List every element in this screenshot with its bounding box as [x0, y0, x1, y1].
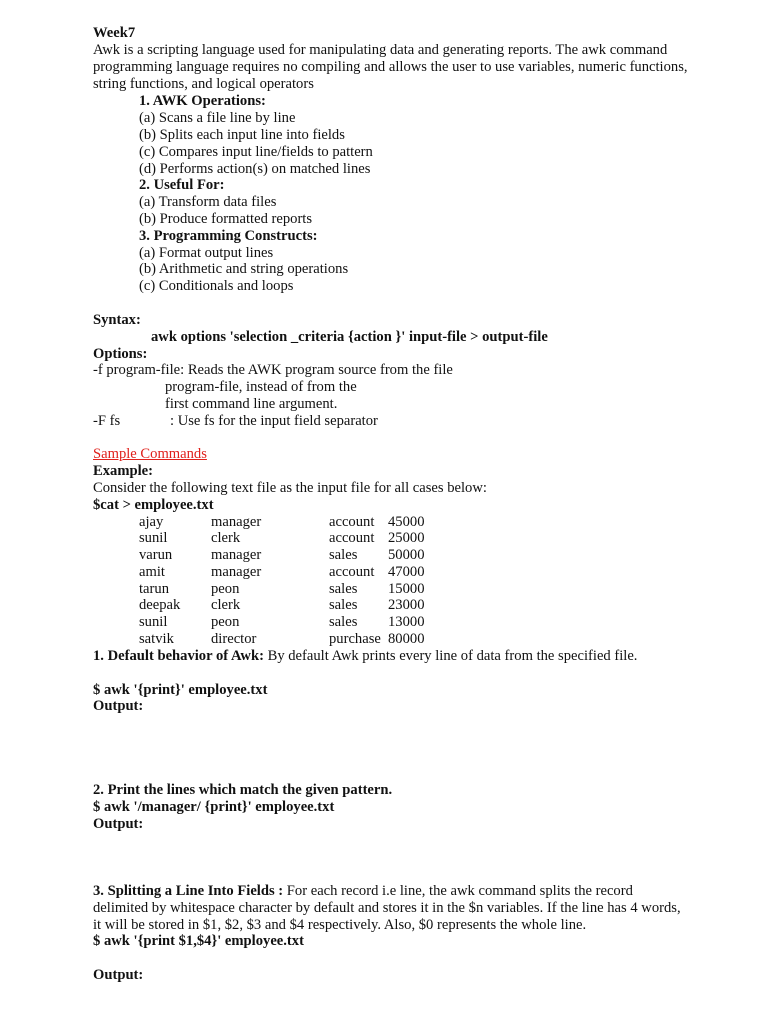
employee-name: deepak	[139, 597, 181, 613]
example-3	[93, 883, 633, 900]
employee-name: amit	[139, 564, 165, 580]
employee-name: tarun	[139, 581, 169, 597]
employee-salary: 23000	[388, 597, 425, 613]
employee-dept: account	[329, 514, 375, 530]
employee-role: peon	[211, 581, 240, 597]
example-3-desc-line: it will be stored in $1, $2, $3 and $4 respectively. Also, $0 represents the whole line.	[93, 917, 587, 933]
employee-name: sunil	[139, 530, 168, 546]
list-item: (d) Performs action(s) on matched lines	[139, 161, 371, 177]
employee-dept: sales	[329, 614, 358, 630]
employee-salary: 50000	[388, 547, 425, 563]
page-title: Week7	[93, 25, 136, 41]
list-item: (b) Splits each input line into fields	[139, 127, 345, 143]
example-2-command: $ awk '/manager/ {print}' employee.txt	[93, 799, 335, 815]
employee-salary: 47000	[388, 564, 425, 580]
intro-line: string functions, and logical operators	[93, 76, 314, 92]
employee-salary: 45000	[388, 514, 425, 530]
example-3-output-label: Output:	[93, 967, 144, 983]
example-1	[93, 648, 637, 665]
example-3-desc-line: delimited by whitespace character by default and stores it in the $n variables. If the line has 4 words,	[93, 900, 681, 916]
employee-dept: account	[329, 530, 375, 546]
employee-dept: purchase	[329, 631, 381, 647]
employee-role: director	[211, 631, 257, 647]
list-item: (a) Format output lines	[139, 245, 274, 261]
example-label: Example:	[93, 463, 153, 479]
employee-salary: 13000	[388, 614, 425, 630]
employee-name: satvik	[139, 631, 174, 647]
example-2-output-label: Output:	[93, 816, 144, 832]
employee-name: sunil	[139, 614, 168, 630]
option-f-continued: first command line argument.	[165, 396, 338, 412]
list-item: (c) Conditionals and loops	[139, 278, 294, 294]
syntax-command: awk options 'selection _criteria {action }' input-file > output-file	[151, 329, 548, 345]
example-3-desc: For each record i.e line, the awk command splits the record	[283, 883, 633, 899]
employee-dept: sales	[329, 547, 358, 563]
section-heading: 1. AWK Operations:	[139, 93, 266, 109]
employee-role: clerk	[211, 597, 241, 613]
section-heading: 3. Programming Constructs:	[139, 228, 318, 244]
option-f-continued: program-file, instead of from the	[165, 379, 357, 395]
employee-salary: 80000	[388, 631, 425, 647]
employee-role: peon	[211, 614, 240, 630]
employee-dept: sales	[329, 597, 358, 613]
cat-command: $cat > employee.txt	[93, 497, 214, 513]
intro-line: programming language requires no compiling and allows the user to use variables, numeric functions,	[93, 59, 688, 75]
employee-name: varun	[139, 547, 173, 563]
example-3-title: 3. Splitting a Line Into Fields :	[93, 883, 284, 899]
example-1-title: 1. Default behavior of Awk:	[93, 648, 264, 664]
section-heading: 2. Useful For:	[139, 177, 225, 193]
list-item: (c) Compares input line/fields to pattern	[139, 144, 373, 160]
example-2-title: 2. Print the lines which match the given pattern.	[93, 782, 393, 798]
list-item: (b) Produce formatted reports	[139, 211, 313, 227]
list-item: (a) Transform data files	[139, 194, 277, 210]
employee-role: clerk	[211, 530, 241, 546]
employee-salary: 25000	[388, 530, 425, 546]
employee-role: manager	[211, 514, 262, 530]
employee-salary: 15000	[388, 581, 425, 597]
consider-text: Consider the following text file as the input file for all cases below:	[93, 480, 487, 496]
syntax-label: Syntax:	[93, 312, 141, 328]
employee-role: manager	[211, 564, 262, 580]
sample-commands-heading: Sample Commands	[93, 446, 207, 462]
option-F-flag: -F fs	[93, 413, 121, 429]
option-f: -f program-file: Reads the AWK program source from the file	[93, 362, 453, 378]
example-1-command: $ awk '{print}' employee.txt	[93, 682, 268, 698]
options-label: Options:	[93, 346, 148, 362]
list-item: (a) Scans a file line by line	[139, 110, 296, 126]
option-F-desc: : Use fs for the input field separator	[170, 413, 378, 429]
example-1-output-label: Output:	[93, 698, 144, 714]
example-3-command: $ awk '{print $1,$4}' employee.txt	[93, 933, 304, 949]
employee-dept: account	[329, 564, 375, 580]
list-item: (b) Arithmetic and string operations	[139, 261, 349, 277]
employee-name: ajay	[139, 514, 164, 530]
employee-role: manager	[211, 547, 262, 563]
example-1-desc: By default Awk prints every line of data from the specified file.	[263, 648, 638, 664]
employee-dept: sales	[329, 581, 358, 597]
intro-line: Awk is a scripting language used for manipulating data and generating reports. The awk command	[93, 42, 668, 58]
